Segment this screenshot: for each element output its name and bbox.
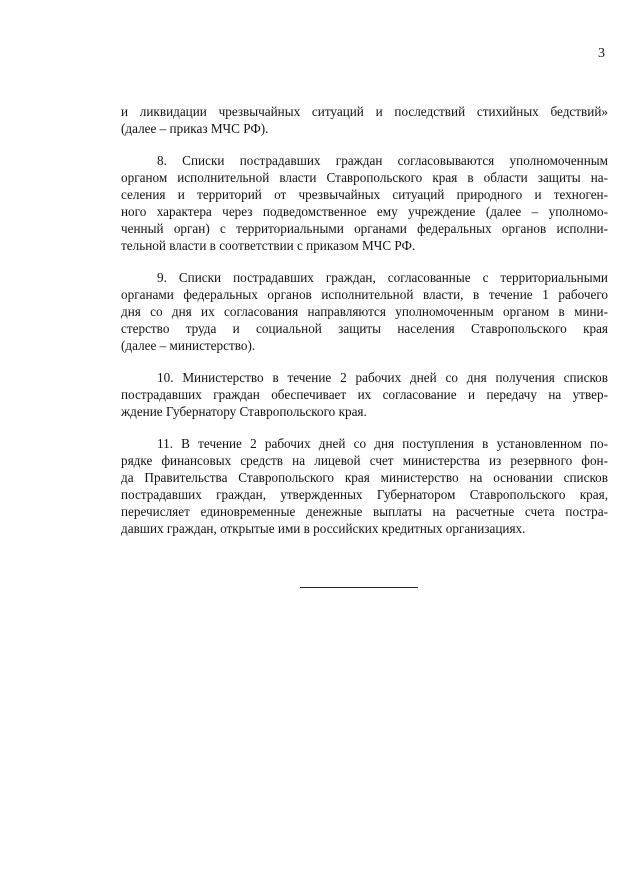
text-line: стерство труда и социальной защиты населения Ставропольского края (121, 321, 608, 336)
text-line: (далее – министерство). (121, 338, 256, 353)
paragraph-10-first-line: 10. Министерство в течение 2 рабочих дней со дня получения списков (157, 370, 608, 385)
text-line: рядке финансовых средств на лицевой счет министерства из резервного фон- (121, 453, 608, 468)
page-number: 3 (598, 46, 605, 61)
text-line: тельной власти в соответствии с приказом МЧС РФ. (121, 238, 416, 253)
text-line: ждение Губернатору Ставропольского края. (121, 404, 367, 419)
text-line: и ликвидации чрезвычайных ситуаций и последствий стихийных бедствий» (121, 104, 608, 119)
text-line: (далее – приказ МЧС РФ). (121, 121, 269, 136)
text-line: перечисляет единовременные денежные выплаты на расчетные счета постра- (121, 504, 608, 519)
text-line: пострадавших граждан, утвержденных Губернатором Ставропольского края, (121, 487, 608, 502)
paragraph-9-first-line: 9. Списки пострадавших граждан, согласованные с территориальными (157, 270, 608, 285)
text-line: ного характера через подведомственное ему учреждение (далее – уполномо- (121, 204, 608, 219)
text-line: давших граждан, открытые ими в российских кредитных организациях. (121, 521, 526, 536)
text-line: пострадавших граждан обеспечивает их согласование и передачу на утвер- (121, 387, 608, 402)
text-line: селения и территорий от чрезвычайных ситуаций природного и техноген- (121, 187, 608, 202)
paragraph-11-first-line: 11. В течение 2 рабочих дней со дня поступления в установленном по- (157, 436, 608, 451)
text-line: ченный орган) с территориальными органами федеральных органов исполни- (121, 221, 608, 236)
text-line: дня со дня их согласования направляются уполномоченным органом в мини- (121, 304, 608, 319)
text-line: органами федеральных органов исполнительной власти, в течение 1 рабочего (121, 287, 608, 302)
closing-rule (300, 587, 418, 588)
text-line: да Правительства Ставропольского края министерство на основании списков (121, 470, 608, 485)
paragraph-8-first-line: 8. Списки пострадавших граждан согласовываются уполномоченным (157, 153, 608, 168)
text-line: органом исполнительной власти Ставропольского края в области защиты на- (121, 170, 608, 185)
